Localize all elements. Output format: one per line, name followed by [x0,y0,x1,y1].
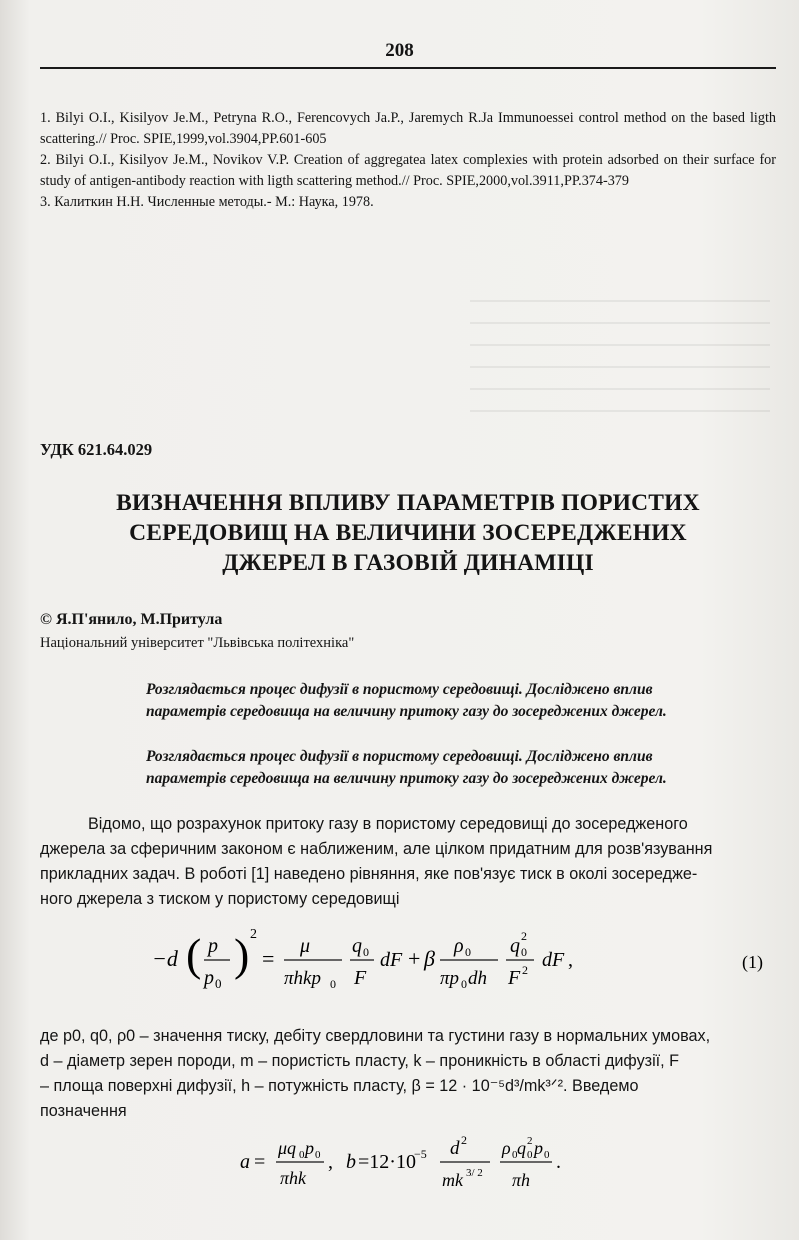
svg-text:a: a [240,1151,250,1173]
svg-text:dF: dF [542,949,565,971]
affiliation: Національний університет "Львівська політехніка" [40,635,355,651]
svg-text:p: p [204,967,214,989]
svg-text:β: β [424,946,435,971]
svg-text:−d: −d [152,946,178,971]
svg-text:dF: dF [380,949,403,971]
svg-text:0: 0 [461,977,467,991]
abstract-secondary [146,746,776,790]
svg-text:0: 0 [465,945,471,959]
reference-item: 2. Bilyi O.I., Kisilyov Je.M., Novikov V.P. Creation of aggregatea latex complexies with protein adsorbed on their surface for study of antigen-antibody reaction with ligth scattering method.// Proc. SPIE,2000,vol.3911,PP.374-379 [40,152,776,189]
svg-text:dh: dh [468,968,487,989]
svg-text:3/ 2: 3/ 2 [466,1167,483,1179]
paragraph-line: джерела за сферичним законом є наближеним, але цілком придатним для розв'язування [40,840,713,858]
abstract-line: Розглядається процес дифузії в пористому середовищі. Досліджено вплив [146,748,653,765]
svg-text:,: , [328,1151,333,1173]
svg-text:−5: −5 [414,1147,427,1161]
svg-text:p: p [305,1138,314,1158]
svg-text:0: 0 [299,1149,305,1161]
bleed-through-texture [470,300,770,420]
svg-text:q: q [510,935,520,957]
equation-1 [150,908,776,1008]
abstract-line: параметрів середовища на величину притоку газу до зосереджених джерел. [146,703,667,720]
svg-text:): ) [234,929,250,980]
svg-text:2: 2 [250,927,257,942]
reference-item: 3. Калиткин Н.Н. Численные методы.- М.: Наука, 1978. [40,194,374,210]
svg-text:p: p [534,1138,543,1158]
svg-text:2: 2 [527,1135,533,1147]
svg-text:0: 0 [544,1149,550,1161]
svg-text:F: F [354,967,367,989]
svg-text:.: . [556,1151,561,1173]
authors: © Я.П'янило, М.Притула [40,611,223,628]
equation-definitions [200,1128,640,1198]
paragraph-line: позначення [40,1102,127,1120]
reference-list [40,108,776,213]
svg-text:2: 2 [522,963,528,977]
svg-text:=: = [262,946,275,971]
svg-text:2: 2 [521,929,527,943]
svg-text:0: 0 [315,1149,321,1161]
udk-code: УДК 621.64.029 [40,440,153,459]
paragraph-line: ного джерела з тиском у пористому середовищі [40,890,400,908]
svg-text:0: 0 [521,945,527,959]
svg-text:F: F [508,967,521,989]
abstract-primary [146,679,776,723]
header-rule [40,67,776,69]
paragraph-line: прикладних задач. В роботі [1] наведено рівняння, яке пов'язує тиск в околі зосередже- [40,865,698,883]
svg-text:=12·10: =12·10 [358,1151,416,1173]
equation-number: (1) [742,952,763,972]
svg-text:=: = [254,1151,266,1173]
svg-text:0: 0 [215,976,222,991]
svg-text:πh: πh [512,1170,531,1190]
article-title [40,488,776,578]
svg-text:(: ( [186,929,202,980]
reference-item: 1. Bilyi O.I., Kisilyov Je.M., Petryna R.O., Ferencovych Ja.P., Jaremych R.Ja Immunoessei control method on the based ligth scattering.// Proc. SPIE,1999,vol.3904,PP.601-605 [40,110,776,147]
svg-text:ρ: ρ [454,935,464,957]
paragraph-line: d – діаметр зерен породи, m – пористість пласту, k – проникність в області дифузії, F [40,1052,680,1070]
title-line: ВИЗНАЧЕННЯ ВПЛИВУ ПАРАМЕТРІВ ПОРИСТИХ [116,490,700,516]
title-line: СЕРЕДОВИЩ НА ВЕЛИЧИНИ ЗОСЕРЕДЖЕНИХ [129,520,687,546]
svg-text:,: , [568,949,573,971]
paragraph-line: – площа поверхні дифузії, h – потужність пласту, β = 12 · 10⁻⁵d³/mk³ᐟ². Введемо [40,1077,639,1095]
paragraph-line: де p0, q0, ρ0 – значення тиску, дебіту свердловини та густини газу в нормальних умовах, [40,1027,711,1045]
svg-text:μ: μ [300,935,311,957]
svg-text:0: 0 [527,1149,533,1161]
svg-text:πp: πp [440,968,460,989]
svg-text:mk: mk [442,1170,463,1190]
title-line: ДЖЕРЕЛ В ГАЗОВІЙ ДИНАМІЦІ [222,550,594,576]
body-paragraph-2 [40,1024,776,1124]
svg-text:ρ: ρ [502,1138,511,1158]
svg-text:b: b [346,1151,356,1173]
svg-text:2: 2 [461,1133,467,1147]
svg-text:+: + [408,946,421,971]
svg-text:0: 0 [363,945,369,959]
svg-text:p: p [208,935,218,957]
svg-text:q: q [517,1138,526,1158]
body-paragraph-1 [40,812,776,912]
svg-text:q: q [352,935,362,957]
page-number: 208 [385,40,414,61]
paragraph-line: Відомо, що розрахунок притоку газу в пористому середовищі до зосередженого [88,815,688,833]
svg-text:0: 0 [512,1149,518,1161]
svg-text:d: d [450,1138,460,1159]
svg-text:πhk: πhk [280,1168,307,1188]
abstract-line: параметрів середовища на величину притоку газу до зосереджених джерел. [146,770,667,787]
svg-text:μq: μq [278,1138,297,1158]
svg-text:πhkp: πhkp [284,968,321,989]
svg-text:0: 0 [330,977,336,991]
abstract-line: Розглядається процес дифузії в пористому середовищі. Досліджено вплив [146,681,653,698]
